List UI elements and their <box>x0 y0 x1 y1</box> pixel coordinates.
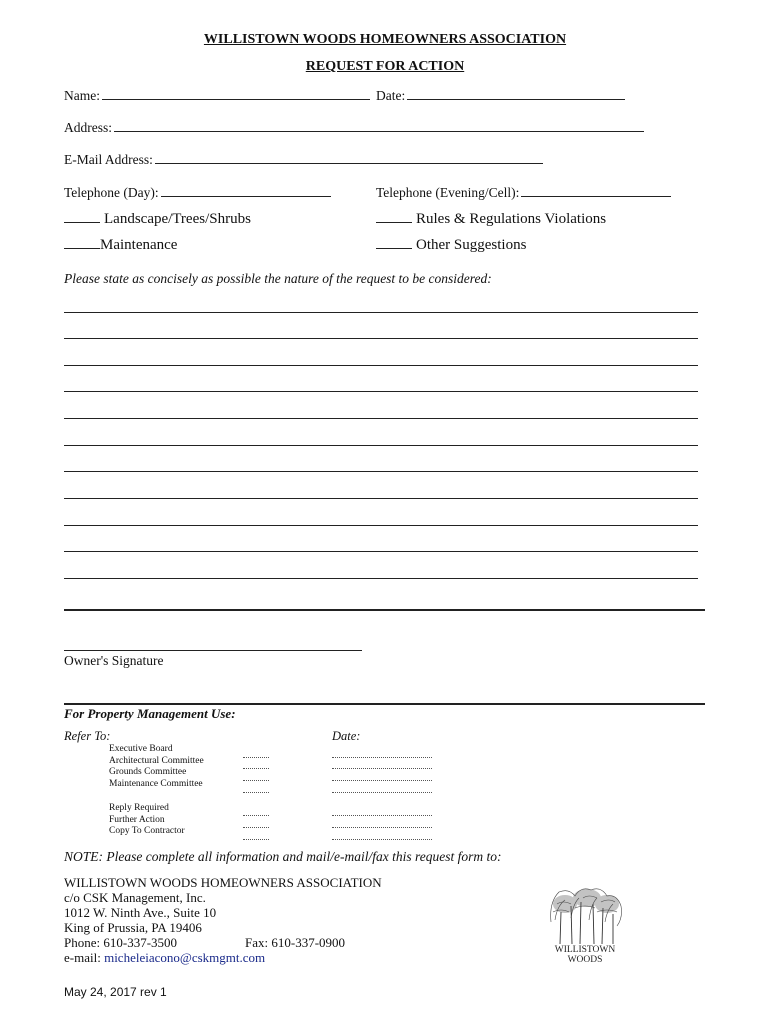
refer-list <box>109 744 204 790</box>
request-line[interactable] <box>64 498 698 499</box>
action-item: Further Action <box>109 814 165 825</box>
phone-day-row <box>64 184 331 201</box>
contact-fax: Fax: 610-337-0900 <box>245 935 346 950</box>
address-field-row <box>64 119 644 136</box>
contact-street: 1012 W. Ninth Ave., Suite 10 <box>64 905 217 920</box>
contact-care-of: c/o CSK Management, Inc. <box>64 890 206 905</box>
name-field[interactable] <box>102 87 370 100</box>
contact-org: WILLISTOWN WOODS HOMEOWNERS ASSOCIATION <box>64 875 382 890</box>
refer-date-blank[interactable] <box>332 757 432 758</box>
request-line[interactable] <box>64 471 698 472</box>
action-date-blank[interactable] <box>332 815 432 816</box>
refer-date-blank[interactable] <box>332 780 432 781</box>
management-divider <box>64 703 705 705</box>
request-line[interactable] <box>64 312 698 313</box>
contact-email-row <box>64 950 382 965</box>
category-landscape <box>64 210 251 228</box>
request-line[interactable] <box>64 391 698 392</box>
refer-date-blank[interactable] <box>332 792 432 793</box>
action-check-blank[interactable] <box>243 827 269 828</box>
email-field[interactable] <box>155 151 543 164</box>
refer-to-label: Refer To: <box>64 729 111 743</box>
refer-item: Grounds Committee <box>109 767 187 778</box>
phone-evening-label: Telephone (Evening/Cell): <box>376 185 520 200</box>
refer-item: Executive Board <box>109 744 173 754</box>
trees-logo-icon <box>545 882 625 964</box>
signature-label: Owner's Signature <box>64 653 164 668</box>
action-list <box>109 803 185 838</box>
category-other <box>376 236 526 254</box>
rules-label: Rules & Regulations Violations <box>416 211 607 227</box>
request-line[interactable] <box>64 418 698 419</box>
refer-check-blank[interactable] <box>243 757 269 758</box>
address-label: Address: <box>64 120 112 135</box>
refer-item: Maintenance Committee <box>109 778 203 789</box>
other-label: Other Suggestions <box>416 237 527 253</box>
phone-evening-field[interactable] <box>521 184 671 197</box>
signature-line[interactable] <box>64 650 362 651</box>
email-field-row <box>64 151 543 168</box>
maintenance-label: Maintenance <box>100 237 178 253</box>
phone-day-label: Telephone (Day): <box>64 185 159 200</box>
contact-email-link[interactable]: micheleiacono@cskmgmt.com <box>104 950 266 965</box>
action-check-blank[interactable] <box>243 839 269 840</box>
refer-item: Architectural Committee <box>109 755 204 766</box>
category-rules <box>376 210 606 228</box>
org-title: WILLISTOWN WOODS HOMEOWNERS ASSOCIATION <box>203 32 567 47</box>
contact-email-label: e-mail: <box>64 950 105 965</box>
request-section-divider <box>64 609 705 611</box>
phone-day-field[interactable] <box>161 184 331 197</box>
request-line[interactable] <box>64 338 698 339</box>
submission-note: NOTE: Please complete all information and mail/e-mail/fax this request form to: <box>64 849 502 864</box>
contact-phone: Phone: 610-337-3500 <box>64 935 178 950</box>
landscape-check-blank[interactable] <box>64 210 100 223</box>
phone-evening-row <box>376 184 671 201</box>
date-field-row <box>376 87 625 104</box>
action-date-blank[interactable] <box>332 827 432 828</box>
action-item: Reply Required <box>109 803 169 813</box>
request-line[interactable] <box>64 551 698 552</box>
rules-check-blank[interactable] <box>376 210 412 223</box>
request-line[interactable] <box>64 578 698 579</box>
date-field[interactable] <box>407 87 625 100</box>
contact-city: King of Prussia, PA 19406 <box>64 920 202 935</box>
refer-check-blank[interactable] <box>243 768 269 769</box>
date-label: Date: <box>376 88 406 103</box>
contact-phone-fax-row <box>64 935 382 950</box>
contact-block <box>64 875 382 965</box>
request-line[interactable] <box>64 365 698 366</box>
address-field[interactable] <box>114 119 644 132</box>
action-item: Copy To Contractor <box>109 826 185 837</box>
action-date-blank[interactable] <box>332 839 432 840</box>
refer-check-blank[interactable] <box>243 792 269 793</box>
request-prompt: Please state as concisely as possible the nature of the request to be considered: <box>64 271 492 286</box>
request-line[interactable] <box>64 525 698 526</box>
name-label: Name: <box>64 88 100 103</box>
category-maintenance <box>64 236 177 254</box>
willistown-woods-logo <box>545 882 625 964</box>
email-label: E-Mail Address: <box>64 152 153 167</box>
name-field-row <box>64 87 370 104</box>
action-check-blank[interactable] <box>243 815 269 816</box>
logo-text-line1: WILLISTOWN <box>554 945 616 955</box>
request-line[interactable] <box>64 445 698 446</box>
refer-check-blank[interactable] <box>243 780 269 781</box>
management-date-label: Date: <box>332 729 361 743</box>
refer-date-blank[interactable] <box>332 768 432 769</box>
revision-date: May 24, 2017 rev 1 <box>64 985 167 999</box>
form-title: REQUEST FOR ACTION <box>305 59 465 74</box>
landscape-label: Landscape/Trees/Shrubs <box>104 211 251 227</box>
other-check-blank[interactable] <box>376 236 412 249</box>
logo-text-line2: WOODS <box>567 955 603 964</box>
maintenance-check-blank[interactable] <box>64 236 100 249</box>
management-heading: For Property Management Use: <box>64 706 236 721</box>
